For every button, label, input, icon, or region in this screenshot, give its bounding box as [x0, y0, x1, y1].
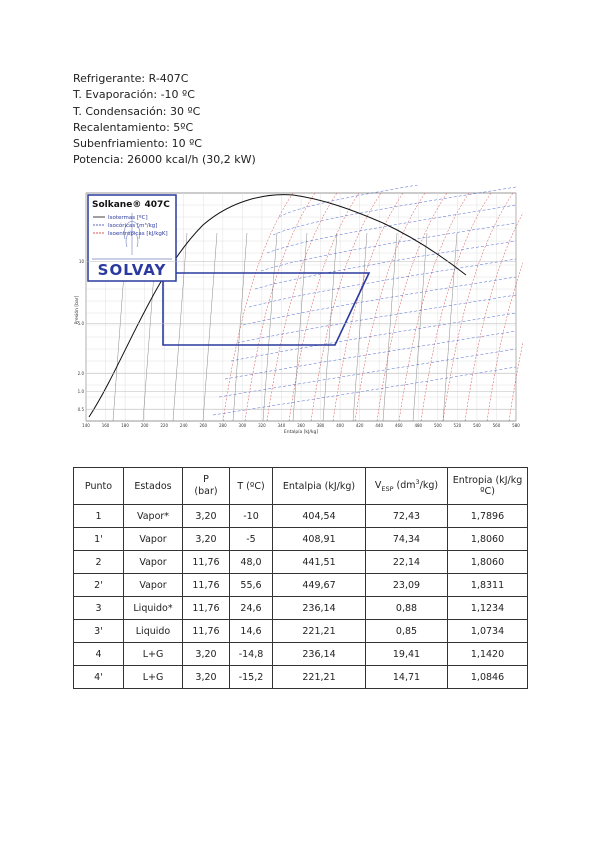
legend-isotherm: Isotermas [ºC] — [108, 215, 148, 221]
cell-enthalpy: 449,67 — [273, 574, 366, 597]
cell-volume: 72,43 — [366, 505, 448, 528]
table-row — [74, 620, 528, 643]
cell-entropy: 1,7896 — [448, 505, 528, 528]
cell-enthalpy: 221,21 — [273, 666, 366, 689]
table-row — [74, 551, 528, 574]
cell-pressure: 11,76 — [183, 620, 230, 643]
col-volume-unit-pre: (dm — [393, 480, 416, 492]
evaporation-temp-line: T. Evaporación: -10 ºC — [73, 88, 195, 102]
cell-punto: 4 — [74, 643, 124, 666]
subcooling-line: Subenfriamiento: 10 ºC — [73, 137, 202, 151]
x-tick-label: 520 — [453, 423, 462, 428]
logo-title: Solkane® 407C — [92, 200, 170, 210]
cell-punto: 2 — [74, 551, 124, 574]
cell-volume: 22,14 — [366, 551, 448, 574]
x-tick-label: 320 — [258, 423, 266, 428]
col-pressure — [183, 468, 230, 505]
y-axis-label: Presión [bar] — [75, 295, 80, 325]
cell-temperature: -14,8 — [230, 643, 273, 666]
cell-volume: 0,85 — [366, 620, 448, 643]
x-tick-label: 420 — [355, 423, 364, 428]
cell-temperature: -5 — [230, 528, 273, 551]
cell-punto: 3 — [74, 597, 124, 620]
cell-temperature: -15,2 — [230, 666, 273, 689]
x-tick-label: 140 — [82, 423, 90, 428]
col-pressure-unit: (bar) — [194, 486, 218, 497]
cell-enthalpy: 236,14 — [273, 597, 366, 620]
solvay-logo — [88, 195, 176, 281]
cell-entropy: 1,8060 — [448, 551, 528, 574]
x-tick-label: 580 — [512, 423, 520, 428]
cell-enthalpy: 404,54 — [273, 505, 366, 528]
cell-entropy: 1,1234 — [448, 597, 528, 620]
col-punto: Punto — [74, 468, 124, 505]
cell-temperature: 24,6 — [230, 597, 273, 620]
superheat-line: Recalentamiento: 5ºC — [73, 120, 194, 134]
table-header-row — [74, 468, 528, 505]
cell-punto: 1' — [74, 528, 124, 551]
cell-estado: Vapor — [124, 528, 183, 551]
x-tick-label: 380 — [316, 423, 325, 428]
cell-entropy: 1,8311 — [448, 574, 528, 597]
cell-pressure: 11,76 — [183, 574, 230, 597]
x-tick-label: 300 — [238, 423, 247, 428]
x-tick-label: 560 — [492, 423, 501, 428]
cell-enthalpy: 236,14 — [273, 643, 366, 666]
cell-temperature: 48,0 — [230, 551, 273, 574]
col-volume-subscript: ESP — [381, 485, 394, 494]
cell-estado: L+G — [124, 643, 183, 666]
x-tick-label: 540 — [473, 423, 481, 428]
table-row — [74, 597, 528, 620]
y-tick-label: 2.0 — [77, 371, 84, 376]
x-tick-label: 200 — [140, 423, 149, 428]
cell-estado: Vapor* — [124, 505, 183, 528]
col-entropy: Entropia (kJ/kg ºC) — [448, 468, 528, 505]
cell-punto: 1 — [74, 505, 124, 528]
cell-temperature: -10 — [230, 505, 273, 528]
cell-punto: 4' — [74, 666, 124, 689]
x-axis-ticks — [82, 423, 520, 428]
cell-punto: 3' — [74, 620, 124, 643]
table-row — [74, 643, 528, 666]
x-tick-label: 240 — [179, 423, 188, 428]
cell-volume: 74,34 — [366, 528, 448, 551]
y-tick-label: 10 — [78, 259, 84, 264]
x-axis-label: Entalpía [kJ/kg] — [283, 430, 319, 435]
cell-pressure: 3,20 — [183, 505, 230, 528]
cell-temperature: 55,6 — [230, 574, 273, 597]
legend-isochoric: Isocóricas [m³/kg] — [108, 223, 158, 229]
cell-estado: Vapor — [124, 574, 183, 597]
cell-pressure: 3,20 — [183, 643, 230, 666]
legend-isentropic: Isoentrópicas [kJ/kgK] — [108, 231, 168, 237]
x-tick-label: 160 — [101, 423, 110, 428]
cell-pressure: 11,76 — [183, 551, 230, 574]
cell-volume: 14,71 — [366, 666, 448, 689]
cell-volume: 19,41 — [366, 643, 448, 666]
cell-pressure: 3,20 — [183, 528, 230, 551]
cell-volume: 0,88 — [366, 597, 448, 620]
x-tick-label: 440 — [375, 423, 384, 428]
cell-estado: L+G — [124, 666, 183, 689]
table-row — [74, 666, 528, 689]
conditions-block — [73, 71, 256, 169]
cell-enthalpy: 221,21 — [273, 620, 366, 643]
cell-enthalpy: 408,91 — [273, 528, 366, 551]
table-row — [74, 574, 528, 597]
ph-diagram-svg — [73, 185, 523, 435]
x-tick-label: 460 — [394, 423, 403, 428]
x-tick-label: 400 — [336, 423, 344, 428]
state-points-table — [73, 467, 528, 689]
power-line: Potencia: 26000 kcal/h (30,2 kW) — [73, 153, 256, 167]
y-tick-label: 0.5 — [77, 407, 84, 412]
ph-diagram — [73, 185, 523, 435]
x-tick-label: 280 — [218, 423, 227, 428]
cell-temperature: 14,6 — [230, 620, 273, 643]
cell-entropy: 1,0846 — [448, 666, 528, 689]
col-volume-symbol: V — [374, 480, 382, 492]
x-tick-label: 480 — [414, 423, 423, 428]
solvay-wordmark: SOLVAY — [97, 261, 167, 279]
x-tick-label: 180 — [121, 423, 129, 428]
cell-estado: Liquido* — [124, 597, 183, 620]
table-row — [74, 505, 528, 528]
cell-enthalpy: 441,51 — [273, 551, 366, 574]
y-tick-label: 5.0 — [77, 321, 84, 326]
col-estados: Estados — [124, 468, 183, 505]
x-tick-label: 220 — [160, 423, 169, 428]
cell-entropy: 1,8060 — [448, 528, 528, 551]
refrigerant-line: Refrigerante: R-407C — [73, 72, 189, 85]
col-volume-unit-post: /kg) — [419, 480, 439, 492]
col-specific-volume — [366, 468, 448, 505]
x-tick-label: 340 — [277, 423, 286, 428]
condensation-temp-line: T. Condensación: 30 ºC — [73, 104, 201, 118]
col-temperature: T (ºC) — [230, 468, 273, 505]
cell-pressure: 11,76 — [183, 597, 230, 620]
x-tick-label: 260 — [199, 423, 208, 428]
x-tick-label: 360 — [297, 423, 305, 428]
cell-estado: Vapor — [124, 551, 183, 574]
cell-entropy: 1,0734 — [448, 620, 528, 643]
cell-estado: Liquido — [124, 620, 183, 643]
cell-entropy: 1,1420 — [448, 643, 528, 666]
cell-punto: 2' — [74, 574, 124, 597]
x-tick-label: 500 — [433, 423, 442, 428]
y-tick-label: 1.0 — [77, 389, 84, 394]
table-row — [74, 528, 528, 551]
col-volume-superscript: 3 — [415, 478, 420, 487]
cell-pressure: 3,20 — [183, 666, 230, 689]
col-pressure-label: P — [203, 474, 209, 485]
col-enthalpy: Entalpia (kJ/kg) — [273, 468, 366, 505]
cell-volume: 23,09 — [366, 574, 448, 597]
